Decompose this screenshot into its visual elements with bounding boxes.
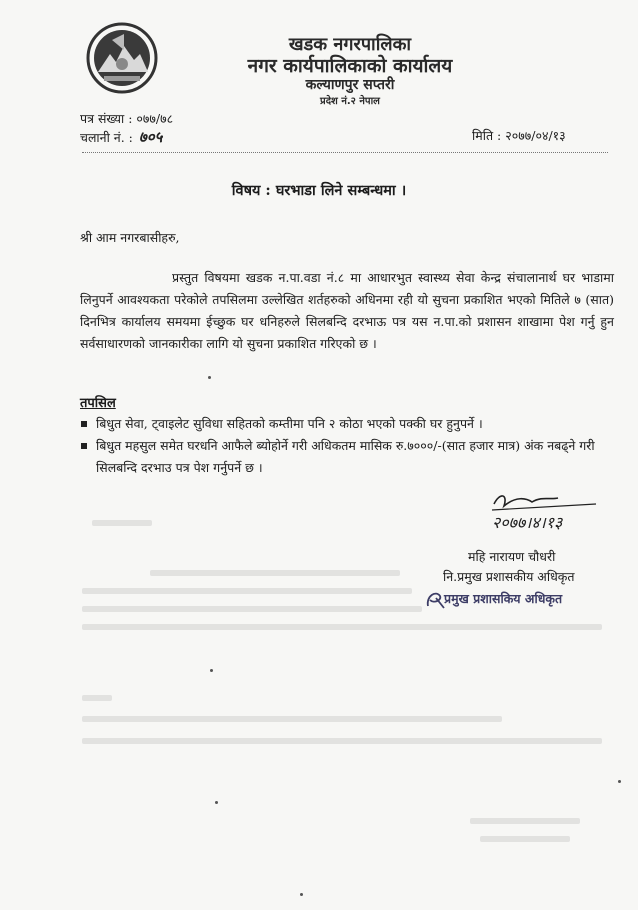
list-item-text: बिधुत सेवा, ट्वाइलेट सुविधा सहितको कम्तीमा पनि २ कोठा भएको पक्की घर हुनुपर्ने । <box>96 416 483 431</box>
bleed-through-mark <box>92 520 152 526</box>
dispatch-label: चलानी नं. : <box>80 130 133 145</box>
salutation: श्री आम नगरबासीहरु, <box>80 230 180 245</box>
scan-speck <box>208 376 211 379</box>
bleed-through-mark <box>82 588 412 594</box>
bleed-through-mark <box>480 836 570 842</box>
reference-number: पत्र संख्या : ०७७/७८ <box>80 111 174 126</box>
dispatch-number <box>80 127 162 147</box>
letter-date: मिति : २०७७/०४/१३ <box>472 128 566 143</box>
office-province: प्रदेश नं.२ नेपाल <box>320 96 380 107</box>
bleed-through-mark <box>82 624 602 630</box>
bleed-through-mark <box>82 695 112 701</box>
bleed-through-mark <box>82 738 602 744</box>
office-name-municipality: खडक नगरपालिका <box>288 34 412 55</box>
signer-title: नि.प्रमुख प्रशासकीय अधिकृत <box>443 569 575 584</box>
bleed-through-mark <box>82 606 422 612</box>
scan-speck <box>215 801 218 804</box>
letter-subject: विषय : घरभाडा लिने सम्बन्धमा । <box>231 182 407 199</box>
official-stamp: प्रमुख प्रशासकिय अधिकृत <box>444 591 563 606</box>
list-item-text: बिधुत महसुल समेत घरधनि आफैले ब्योहोर्ने गरी अधिकतम मासिक रु.७०००/-(सात हजार मात्र) अंक नबढ्ने गरी सिलबन्दि दरभाउ पत्र पेश गर्नुपर्ने छ । <box>96 438 595 475</box>
stamp-signature-icon <box>424 588 446 610</box>
header-divider <box>82 152 608 153</box>
list-item <box>80 413 618 435</box>
office-location: कल्याणपुर सप्तरी <box>305 77 395 93</box>
bullet-square-icon <box>81 443 87 449</box>
bleed-through-mark <box>150 570 400 576</box>
details-list <box>80 413 618 479</box>
letter-body: प्रस्तुत विषयमा खडक न.पा.वडा नं.८ मा आधारभुत स्वास्थ्य सेवा केन्द्र संचालानार्थ घर भाडामा लिनुपर्ने आवश्यकता परेकोले तपसिलमा उल्लेखित शर्तहरुको अधिनमा रही यो सुचना प्रकाशित भएको मितिले ७ (सात) दिनभित्र कार्यालय समयमा ईच्छुक घर धनिहरुले सिलबन्दि दरभाऊ पत्र यस न.पा.को प्रशासन शाखामा पेश गर्नु हुन सर्वसाधारणको जानकारीका लागि यो सुचना प्रकाशित गरिएको छ । <box>80 270 614 351</box>
bullet-square-icon <box>81 421 87 427</box>
handwritten-signature <box>486 490 602 532</box>
bleed-through-mark <box>82 716 502 722</box>
nepal-emblem-icon <box>84 20 160 96</box>
scan-speck <box>210 669 213 672</box>
bleed-through-mark <box>470 818 580 824</box>
scan-speck <box>618 780 621 783</box>
signer-name: महि नारायण चौधरी <box>468 549 556 564</box>
signature-date: २०७७।४।१३ <box>492 513 563 532</box>
list-item <box>80 435 618 479</box>
office-name-executive: नगर कार्यपालिकाको कार्यालय <box>247 55 453 77</box>
dispatch-value: ७०५ <box>138 128 163 146</box>
details-heading: तपसिल <box>80 396 116 411</box>
scan-speck <box>300 893 303 896</box>
